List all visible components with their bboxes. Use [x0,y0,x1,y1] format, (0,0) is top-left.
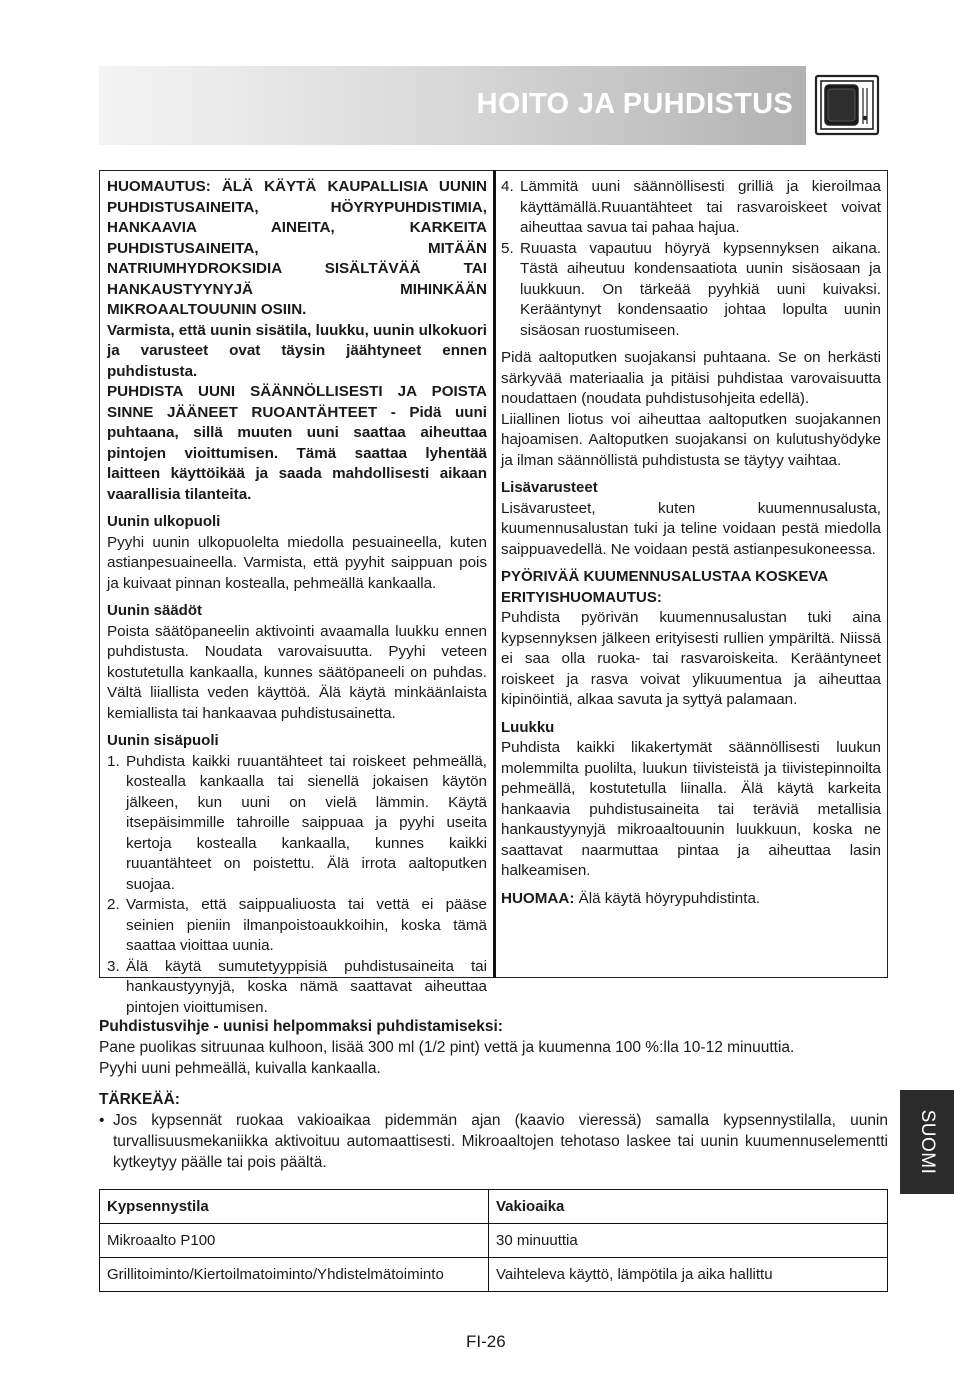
important-section [99,1089,888,1173]
tip-heading: Puhdistusvihje - uunisi helpommaksi puhdistamiseksi: [99,1018,503,1035]
table-row [100,1224,888,1258]
door-heading: Luukku [501,718,555,736]
important-bullet-item [99,1110,888,1173]
list-text: Älä käytä sumutetyyppisiä puhdistusaineita tai hankaustyynyjä, koska nämä saattavat aiheuttaa pintojen vioittumisen. [126,957,487,1016]
accessories-heading: Lisävarusteet [501,479,598,496]
table-header-cell: Vakioaika [489,1190,888,1224]
important-heading: TÄRKEÄÄ: [99,1091,180,1108]
warning-text: HUOMAUTUS: ÄLÄ KÄYTÄ KAUPALLISIA UUNIN PUHDISTUSAINEITA, HÖYRYPUHDISTIMIA, HANKAAVIA AINEITA, KARKEITA PUHDISTUSAINEITA, MITÄÄN NATRIUMHYDROKSIDIA SISÄLTÄVÄÄ TAI HANKAUSTYYNYJÄ MIHINKÄÄN MIKROAALTOUUNIN OSIIN. [107,178,487,318]
list-number: 2. [107,896,120,913]
list-text: Ruuasta vapautuu höyryä kypsennyksen aikana. Tästä aiheutuu kondensaatiota uunin sisäosaan ja luukkuun. On tärkeää pyyhkiä uuni kuivaksi. Kerääntynyt kondensaatio johtaa lopulta uunin sisäosan ruostumiseen. [520,239,881,339]
table-cell: Vaihteleva käyttö, lämpötila ja aika hallittu [489,1258,888,1292]
exterior-text: Pyyhi uunin ulkopuolelta miedolla pesuaineella, kuten astianpesuaineella. Varmista, että pyyhit saippuan pois ja kuivaat pinnan kostealla, pehmeällä kankaalla. [107,533,487,592]
waveguide-text-1: Pidä aaltoputken suojakansi puhtaana. Se on herkästi särkyvää materiaalia ja pitäisi puhdistaa varovaisuutta noudattaen (noudata puhdistusohjeita edellä). [501,349,881,407]
table-cell: 30 minuuttia [489,1224,888,1258]
cool-note: Varmista, että uunin sisätila, luukku, uunin ulkokuori ja varusteet ovat täysin jäähtyneet ennen puhdistusta. [107,321,487,380]
cooking-time-table [99,1189,888,1292]
section-header [99,66,888,145]
list-item [107,895,487,957]
language-label: SUOMI [917,1109,938,1175]
important-text: Jos kypsennät ruokaa vakioaikaa pidemmän ajan (kaavio vieressä) samalla kypsennystilalla, uunin turvallisuusmekaniikka aktivoituu automaattisesti. Mikroaaltojen tehotaso laskee tai uunin kuumennuselementti kytkeytyy päälle tai pois päältä. [113,1112,888,1171]
right-column [501,177,881,916]
left-column [107,177,487,1025]
list-text: Lämmitä uuni säännöllisesti grilliä ja kieroilmaa käyttämällä.Ruuantähteet tai rasvaroiskeet voivat aiheuttaa savua tai pahaa hajua. [520,178,881,236]
tip-line-2: Pyyhi uuni pehmeällä, kuivalla kankaalla. [99,1060,381,1077]
table-cell: Mikroaalto P100 [100,1224,489,1258]
exterior-heading: Uunin ulkopuoli [107,513,221,530]
list-number: 5. [501,239,514,257]
list-item [501,239,881,342]
tip-line-1: Pane puolikas sitruunaa kulhoon, lisää 300 ml (1/2 pint) vettä ja kuumenna 100 %:lla 10-12 minuuttia. [99,1039,795,1056]
table-row [100,1258,888,1292]
bullet-glyph: • [99,1112,105,1129]
interior-list [107,752,487,1019]
continued-list [501,177,881,341]
table-header-row [100,1190,888,1224]
list-text: Varmista, että saippualiuosta tai vettä ei pääse seinien pieniin ilmanpoistoaukkoihin, koska tämä saattaa vioittaa uunia. [126,896,487,954]
list-number: 4. [501,178,514,195]
list-number: 1. [107,752,120,770]
list-item [501,177,881,239]
language-tab [900,1090,954,1194]
column-divider [493,170,496,978]
list-item [107,957,487,1019]
table-header-cell: Kypsennystila [100,1190,489,1224]
list-number: 3. [107,957,120,975]
oven-icon-box [806,66,888,145]
steam-note [501,889,881,910]
turntable-text: Puhdista pyörivän kuumennusalustan tuki aina kypsennyksen jälkeen erityisesti rullien ympäriltä. Niissä ei saa olla ruoka- tai rasvaroiskeita. Kerääntyneet roiskeet ja rasva voivat ylikuumentua ja aiheuttaa kipinöintiä, alkaa savuta ja syttyä palamaan. [501,609,881,708]
turntable-heading: PYÖRIVÄÄ KUUMENNUSALUSTAA KOSKEVA ERITYISHUOMAUTUS: [501,568,828,606]
waveguide-text-2: Liiallinen liotus voi aiheuttaa aaltoputken suojakannen hajoamisen. Aaltoputken suojakansi on kulutushyödyke ja ilman säännöllistä puhdistusta se täytyy vaihtaa. [501,410,881,469]
controls-heading: Uunin säädöt [107,602,203,619]
cleaning-tip [99,1016,888,1079]
microwave-oven-icon [814,74,880,136]
controls-text: Poista säätöpaneelin aktivointi avaamalla luukku ennen puhdistusta. Noudata varovaisuutta. Pyyhi veteen kostutetulla kankaalla, kunnes säätöpaneeli on puhdas. Vältä liiallista veden käyttöä. Älä käytä minkäänlaista kemiallista tai hankaavaa puhdistusainetta. [107,622,487,722]
steam-note-label: HUOMAA: [501,889,575,907]
regular-cleaning-note: PUHDISTA UUNI SÄÄNNÖLLISESTI JA POISTA SINNE JÄÄNEET RUOANTÄHTEET - Pidä uuni puhtaana, sillä muuten uuni saattaa aiheuttaa pintojen vioittumisen. Tämä saattaa lyhentää laitteen käyttöikää ja saada mahdollisesti aikaan vaarallisia tilanteita. [107,383,487,503]
list-text: Puhdista kaikki ruuantähteet tai roiskeet pehmeällä, kostealla kankaalla tai sienellä jokaisen käytön jälkeen, kun uuni on vielä lämmin. Käytä itsepäisimmille tahroille saippuaa ja pyyhi useita kertoja kostealla kankaalla, kunnes kaikki ruuantähteet on poistettu. Älä irrota aaltoputken suojaa. [126,752,487,893]
interior-heading: Uunin sisäpuoli [107,732,219,749]
door-text: Puhdista kaikki likakertymät säännöllisesti luukun molemmilta puolilta, luukun tiivisteistä ja tiivistepinnoilta pehmeällä, kostutetulla liinalla. Älä käytä karkeita hankaavia puhdistusaineita tai teräviä metallisia hankaustyynyjä mikroaaltouunin luukkuun, koska ne saattavat naarmuttaa pintaa ja aiheuttaa lasin halkeamisen. [501,739,881,879]
accessories-text: Lisävarusteet, kuten kuumennusalusta, kuumennusalustan tuki ja teline voidaan pestä miedolla saippuavedellä. Ne voidaan pestä astianpesukoneessa. [501,499,881,558]
table-cell: Grillitoiminto/Kiertoilmatoiminto/Yhdistelmätoiminto [100,1258,489,1292]
section-title: HOITO JA PUHDISTUS [476,88,793,120]
page-number: FI-26 [466,1332,506,1351]
list-item [107,752,487,896]
steam-note-text: Älä käytä höyrypuhdistinta. [574,889,761,907]
